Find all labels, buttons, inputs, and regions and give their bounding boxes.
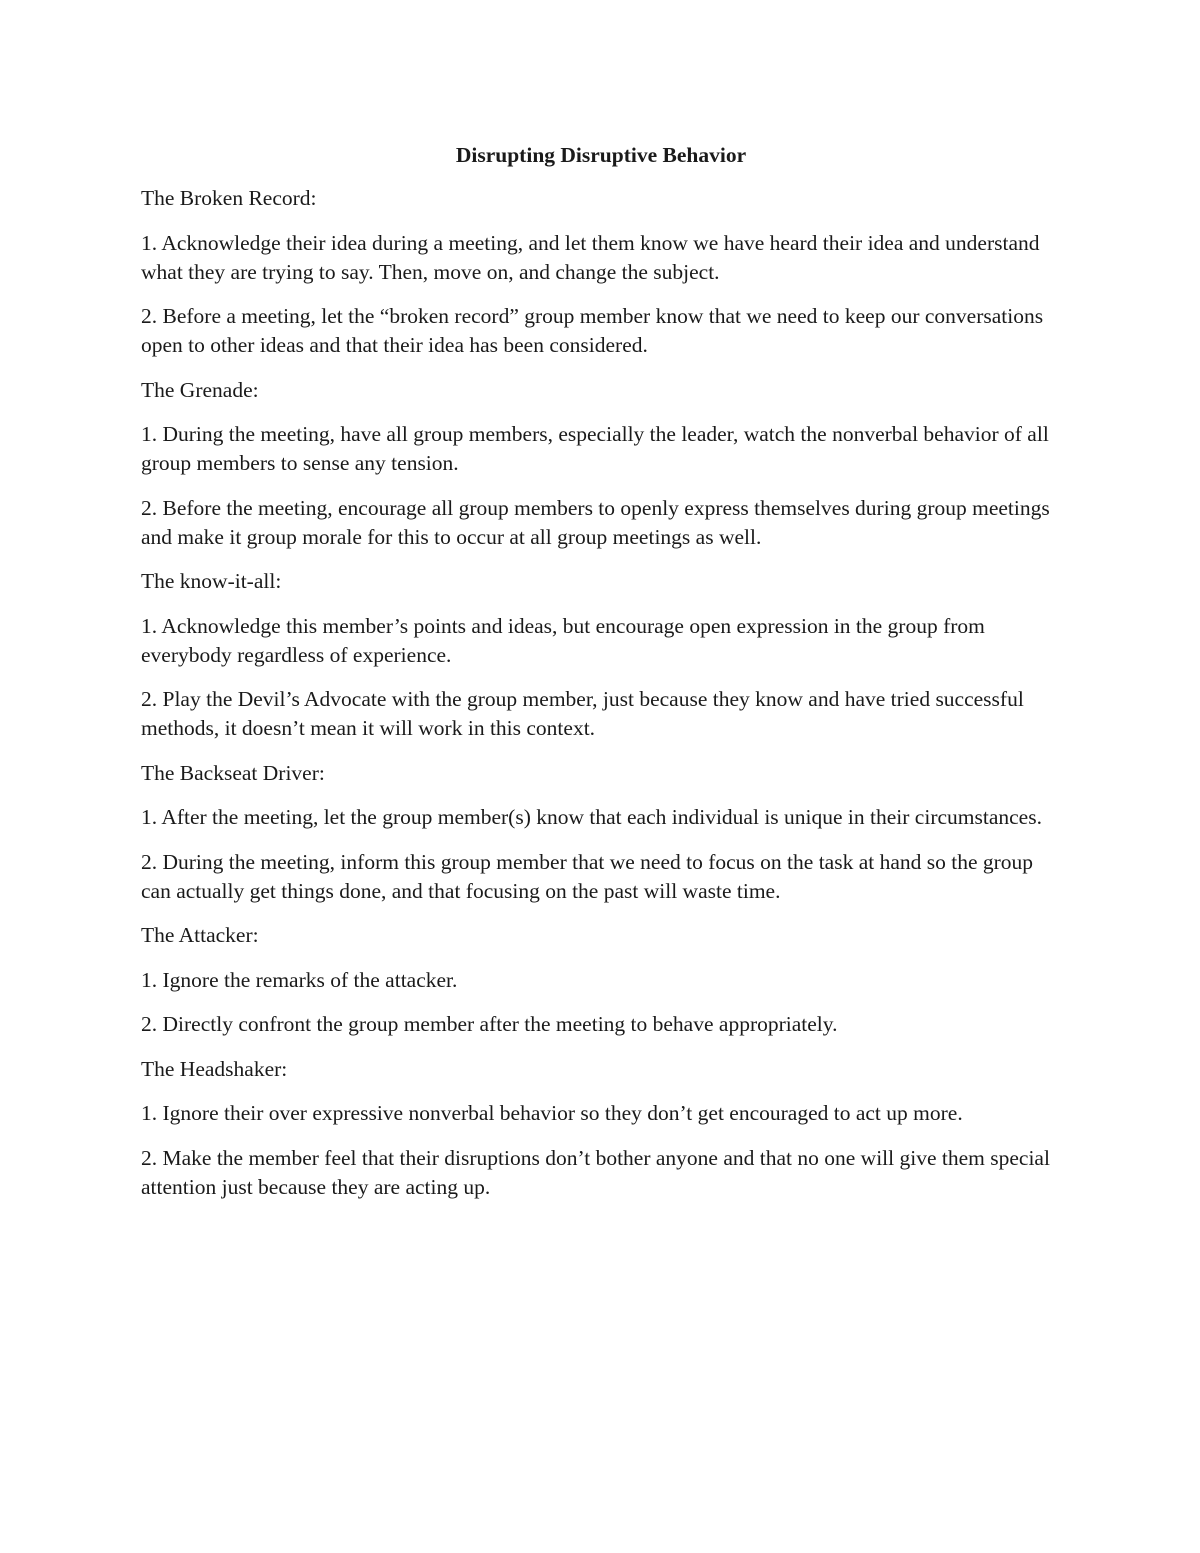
section-heading: The know-it-all: (141, 569, 282, 593)
list-item: 2. Play the Devil’s Advocate with the group member, just because they know and have tried successful methods, it doesn’t mean it will work in this context. (141, 687, 1024, 740)
list-item: 2. Before a meeting, let the “broken record” group member know that we need to keep our conversations open to other ideas and that their idea has been considered. (141, 304, 1044, 357)
section-heading: The Attacker: (141, 923, 259, 947)
list-item: 1. Ignore the remarks of the attacker. (141, 967, 458, 992)
section-broken-record (141, 184, 1061, 360)
list-item: 2. Before the meeting, encourage all group members to openly express themselves during group meetings and make it group morale for this to occur at all group meetings as well. (141, 495, 1050, 549)
list-item: 1. Ignore their over expressive nonverbal behavior so they don’t get encouraged to act up more. (141, 1101, 963, 1125)
list-item: 2. Make the member feel that their disruptions don’t bother anyone and that no one will give them special attention just because they are acting up. (141, 1145, 1050, 1199)
list-item: 1. Acknowledge this member’s points and ideas, but encourage open expression in the group from everybody regardless of experience. (141, 613, 985, 667)
section-heading: The Backseat Driver: (141, 760, 325, 785)
list-item: 1. After the meeting, let the group member(s) know that each individual is unique in their circumstances. (141, 805, 1042, 829)
document-body (141, 140, 1061, 1217)
section-headshaker (141, 1055, 1061, 1202)
list-item: 2. During the meeting, inform this group member that we need to focus on the task at hand so the group can actually get things done, and that focusing on the past will waste time. (141, 849, 1034, 903)
section-attacker (141, 921, 1061, 1039)
list-item: 2. Directly confront the group member after the meeting to behave appropriately. (141, 1012, 838, 1036)
list-item: 1. During the meeting, have all group members, especially the leader, watch the nonverbal behavior of all group members to sense any tension. (141, 422, 1049, 475)
section-heading: The Broken Record: (141, 186, 317, 210)
section-heading: The Grenade: (141, 377, 259, 402)
section-grenade (141, 376, 1061, 552)
section-know-it-all (141, 567, 1061, 743)
list-item: 1. Acknowledge their idea during a meeting, and let them know we have heard their idea and understand what they are trying to say. Then, move on, and change the subject. (141, 230, 1040, 284)
section-backseat-driver (141, 759, 1061, 906)
section-heading: The Headshaker: (141, 1056, 288, 1081)
document-title: Disrupting Disruptive Behavior (455, 143, 747, 167)
